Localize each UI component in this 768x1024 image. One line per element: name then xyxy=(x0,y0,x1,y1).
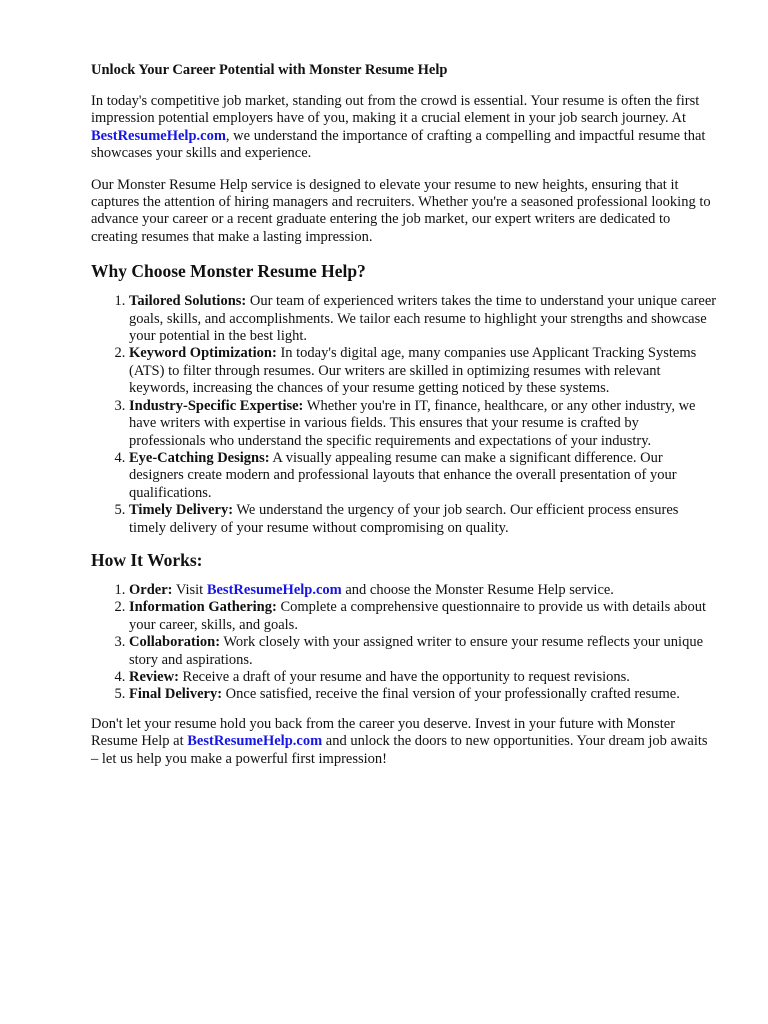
intro-text-before: In today's competitive job market, standing out from the crowd is essential. Your resume is often the first impression potential employers have of you, making it a crucial element in your job search journey. At xyxy=(91,93,700,127)
list-item xyxy=(129,599,718,634)
item-lead: Industry-Specific Expertise: xyxy=(129,397,304,414)
list-item xyxy=(129,398,718,450)
item-lead: Information Gathering: xyxy=(129,599,277,616)
item-text: We understand the urgency of your job search. Our efficient process ensures timely delivery of your resume without compromising on quality. xyxy=(129,502,679,536)
item-text: Our team of experienced writers takes the time to understand your unique career goals, skills, and accomplishments. We tailor each resume to highlight your strengths and showcase your potential in the best light. xyxy=(129,293,717,345)
item-text: A visually appealing resume can make a significant difference. Our designers create modern and professional layouts that enhance the overall presentation of your qualifications. xyxy=(129,449,677,501)
site-link[interactable]: BestResumeHelp.com xyxy=(91,127,226,144)
list-item xyxy=(129,450,718,502)
how-heading: How It Works: xyxy=(91,549,203,570)
item-text: In today's digital age, many companies use Applicant Tracking Systems (ATS) to filter through resumes. Our writers are skilled in optimizing resumes with relevant keywords, increasing the chances of your resume getting noticed by these systems. xyxy=(129,345,697,397)
item-text-before: Visit xyxy=(175,581,207,598)
why-list xyxy=(91,293,718,537)
why-heading: Why Choose Monster Resume Help? xyxy=(91,261,366,282)
item-lead: Eye-Catching Designs: xyxy=(129,449,270,466)
item-lead: Collaboration: xyxy=(129,634,221,651)
list-item xyxy=(129,345,718,397)
closing-paragraph xyxy=(91,716,718,768)
item-text: Work closely with your assigned writer to ensure your resume reflects your unique story and aspirations. xyxy=(129,634,704,668)
list-item xyxy=(129,502,718,537)
item-lead: Tailored Solutions: xyxy=(129,293,247,310)
item-text: Complete a comprehensive questionnaire to provide us with details about your career, skills, and goals. xyxy=(129,599,707,633)
list-item xyxy=(129,293,718,345)
item-lead: Keyword Optimization: xyxy=(129,345,277,362)
item-text: Once satisfied, receive the final version of your professionally crafted resume. xyxy=(225,686,680,703)
list-item xyxy=(129,686,718,703)
list-item xyxy=(129,634,718,669)
list-item xyxy=(129,582,718,599)
list-item xyxy=(129,669,718,686)
intro-text-after: , we understand the importance of crafting a compelling and impactful resume that showcases your skills and experience. xyxy=(91,127,706,162)
site-link[interactable]: BestResumeHelp.com xyxy=(187,733,323,750)
document-title: Unlock Your Career Potential with Monster Resume Help xyxy=(91,62,448,78)
item-lead: Review: xyxy=(129,668,179,685)
intro-paragraph-2: Our Monster Resume Help service is designed to elevate your resume to new heights, ensuring that it captures the attention of hiring managers and recruiters. Whether you're a seasoned professional looking to advance your career or a recent graduate entering the job market, our expert writers are dedicated to creating resumes that make a lasting impression. xyxy=(91,176,711,245)
item-lead: Final Delivery: xyxy=(129,686,223,703)
item-text: Receive a draft of your resume and have the opportunity to request revisions. xyxy=(182,668,630,685)
item-lead: Order: xyxy=(129,581,173,598)
closing-text-after: and unlock the doors to new opportunities. Your dream job awaits – let us help you make a powerful first impression! xyxy=(91,733,708,767)
site-link[interactable]: BestResumeHelp.com xyxy=(206,581,342,598)
item-text-after: and choose the Monster Resume Help service. xyxy=(341,581,614,598)
how-list xyxy=(91,582,718,704)
intro-paragraph-1 xyxy=(91,93,718,163)
closing-text-before: Don't let your resume hold you back from the career you deserve. Invest in your future with Monster Resume Help at xyxy=(91,715,676,750)
item-text: Whether you're in IT, finance, healthcare, or any other industry, we have writers with expertise in various fields. This ensures that your resume is crafted by professionals who understand the specific requirements and expectations of your industry. xyxy=(129,397,696,449)
item-lead: Timely Delivery: xyxy=(129,502,234,519)
